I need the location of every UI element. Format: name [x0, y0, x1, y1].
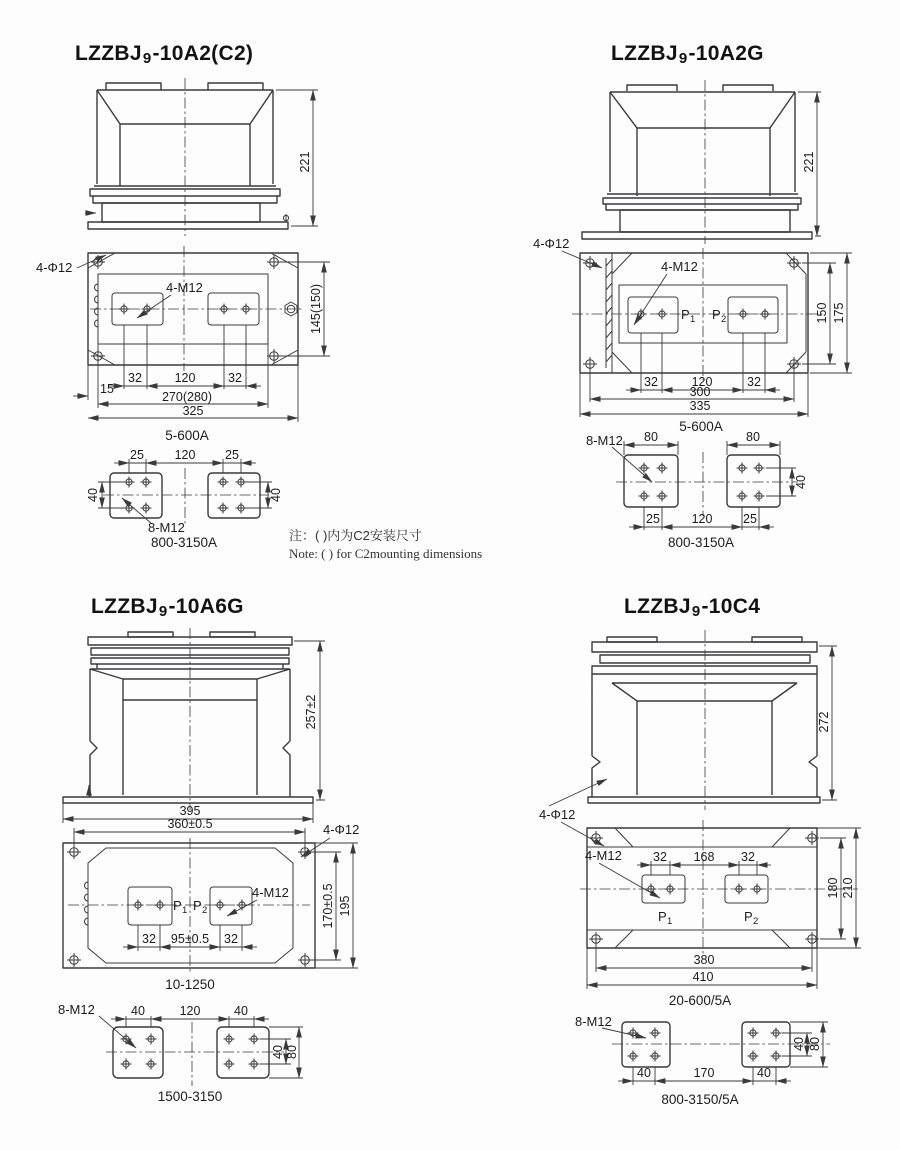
q4-dim-180: 180 [826, 877, 840, 899]
q3-corner-hole-label: 4-Φ12 [323, 822, 360, 837]
q3-p2-sub: 2 [202, 905, 208, 916]
q2-stud-label: 4-M12 [661, 259, 698, 274]
q3-p1-label: P [173, 898, 182, 913]
q2-dim-32a: 32 [644, 375, 658, 389]
q4-p1-label: P [658, 909, 667, 924]
q1-term-dim-40l: 40 [86, 488, 100, 502]
q4-term-dim-170: 170 [693, 1066, 715, 1080]
q1-dim-32a: 32 [128, 371, 142, 385]
q1-front-view [85, 78, 318, 236]
q2-dim-300: 300 [689, 385, 711, 399]
q1-term-dim-25a: 25 [130, 448, 144, 462]
q3-term-dim-v40: 40 [271, 1045, 285, 1059]
q4-dim-32a: 32 [653, 850, 667, 864]
q2-dim-32b: 32 [747, 375, 761, 389]
q4-dim-32b: 32 [741, 850, 755, 864]
q4-p1-sub: 1 [667, 916, 673, 927]
q4-drawing [539, 630, 861, 1107]
q3-dim-95: 95±0.5 [170, 932, 210, 946]
q2-dim-120: 120 [691, 375, 713, 389]
q1-dim-15: 15 [100, 382, 114, 396]
model-prefix: LZZBJ [624, 595, 691, 618]
note-english: Note: ( ) for C2mounting dimensions [289, 545, 483, 561]
q3-p1-sub: 1 [182, 905, 188, 916]
q2-mounting-plan [533, 236, 852, 434]
model-subscript: 9 [142, 50, 152, 67]
q3-dim-32a: 32 [142, 932, 156, 946]
q4-stud-label: 4-M12 [585, 848, 622, 863]
q3-front-view [63, 628, 325, 810]
q1-term-stud-label: 8-M12 [148, 520, 185, 535]
q2-p1-label: P [681, 307, 690, 322]
q4-terminal-pattern [575, 1014, 830, 1107]
q2-dim-150: 150 [815, 302, 829, 324]
q3-dim-360: 360±0.5 [167, 817, 213, 831]
q3-drawing [58, 628, 359, 1104]
q3-term-dim-120: 120 [179, 1004, 201, 1018]
q4-p2-sub: 2 [753, 916, 759, 927]
q1-dim-32b: 32 [228, 371, 242, 385]
q3-dim-195: 195 [338, 895, 352, 917]
q2-terminal-pattern [586, 430, 808, 550]
model-suffix: -10A6G [168, 595, 244, 618]
q3-dim-395: 395 [179, 804, 201, 818]
q3-p2-label: P [193, 898, 202, 913]
q3-terminal-pattern [58, 1002, 303, 1104]
q2-term-dim-25b: 25 [743, 512, 757, 526]
q3-term-stud-label: 8-M12 [58, 1002, 95, 1017]
q4-p2-label: P [744, 909, 753, 924]
q1-height-dim: 221 [298, 151, 312, 173]
model-prefix: LZZBJ [75, 42, 142, 65]
q2-p1-sub: 1 [690, 314, 696, 325]
q3-mounting-plan [63, 803, 359, 992]
q4-corner-hole-label: 4-Φ12 [539, 807, 576, 822]
q1-dim-120: 120 [174, 371, 196, 385]
q1-term-dim-120: 120 [174, 448, 196, 462]
model-prefix: LZZBJ [91, 595, 158, 618]
q2-front-view [582, 80, 821, 244]
q1-terminal-pattern [86, 448, 283, 550]
model-subscript: 9 [158, 603, 168, 620]
q3-term-dim-v80: 80 [285, 1045, 299, 1059]
q4-range-high: 800-3150/5A [661, 1092, 739, 1107]
q2-term-dim-120: 120 [691, 512, 713, 526]
note-chinese: 注：( )内为C2安装尺寸 [289, 528, 422, 543]
q1-corner-hole-label: 4-Φ12 [36, 260, 73, 275]
q1-dim-270: 270(280) [161, 390, 213, 404]
q4-term-dim-40a: 40 [637, 1066, 651, 1080]
model-suffix: -10A2G [688, 42, 764, 65]
q1-range-low: 5-600A [165, 428, 209, 443]
q4-term-dim-40b: 40 [757, 1066, 771, 1080]
q2-term-stud-label: 8-M12 [586, 433, 623, 448]
q4-height-dim: 272 [817, 711, 831, 733]
q4-term-dim-v40: 40 [792, 1037, 806, 1051]
q4-range-low: 20-600/5A [668, 993, 732, 1008]
q2-dim-175: 175 [832, 302, 846, 324]
q2-drawing [533, 80, 852, 550]
q1-term-dim-40r: 40 [269, 488, 283, 502]
q2-range-low: 5-600A [679, 419, 723, 434]
q1-dim-325: 325 [182, 404, 204, 418]
q2-corner-hole-label: 4-Φ12 [533, 236, 570, 251]
q3-height-dim: 257±2 [304, 694, 318, 730]
q1-stud-label: 4-M12 [166, 280, 203, 295]
q4-term-stud-label: 8-M12 [575, 1014, 612, 1029]
q2-p2-label: P [712, 307, 721, 322]
q3-range-low: 10-1250 [165, 977, 215, 992]
model-suffix: -10C4 [701, 595, 761, 618]
model-suffix: -10A2(C2) [152, 42, 254, 65]
q1-vspan-dim: 145(150) [309, 283, 323, 335]
q4-dim-168: 168 [693, 850, 715, 864]
q1-drawing [36, 78, 330, 550]
q2-p2-sub: 2 [721, 314, 727, 325]
q1-range-high: 800-3150A [150, 535, 218, 550]
q2-range-high: 800-3150A [667, 535, 735, 550]
q2-term-dim-40: 40 [794, 475, 808, 489]
model-subscript: 9 [678, 50, 688, 67]
q4-front-view [588, 630, 837, 810]
q2-term-dim-80b: 80 [746, 430, 760, 444]
q2-dim-335: 335 [689, 399, 711, 413]
model-prefix: LZZBJ [611, 42, 678, 65]
q1-term-dim-25b: 25 [225, 448, 239, 462]
q4-dim-410: 410 [692, 970, 714, 984]
q4-dim-380: 380 [693, 953, 715, 967]
q2-term-dim-25a: 25 [646, 512, 660, 526]
q3-term-dim-40b: 40 [234, 1004, 248, 1018]
q3-dim-32b: 32 [224, 932, 238, 946]
q2-term-dim-80a: 80 [644, 430, 658, 444]
q3-term-dim-40a: 40 [131, 1004, 145, 1018]
q4-term-dim-v80: 80 [808, 1037, 822, 1051]
q1-mounting-plan [36, 246, 330, 443]
q4-dim-210: 210 [841, 877, 855, 899]
q3-stud-label: 4-M12 [252, 885, 289, 900]
q4-mounting-plan [539, 779, 861, 1008]
q3-range-high: 1500-3150 [157, 1089, 223, 1104]
q3-dim-170: 170±0.5 [321, 883, 335, 929]
model-subscript: 9 [691, 603, 701, 620]
q2-height-dim: 221 [802, 151, 816, 173]
